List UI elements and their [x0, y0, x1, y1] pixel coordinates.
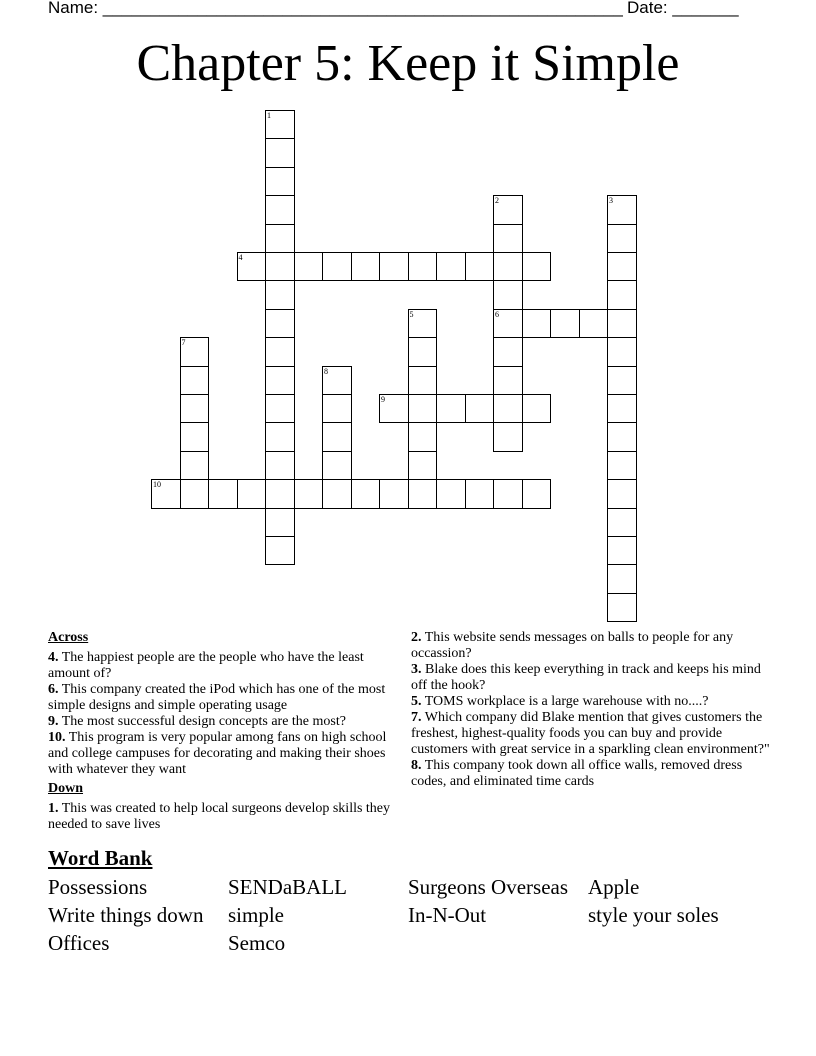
word-bank-item: style your soles	[588, 903, 719, 927]
word-bank-item: In-N-Out	[408, 903, 487, 927]
crossword-cell[interactable]	[408, 394, 438, 423]
crossword-cell[interactable]	[408, 479, 438, 508]
crossword-cell[interactable]	[408, 422, 438, 451]
word-bank-item: Surgeons Overseas	[408, 875, 569, 899]
cell-number: 6	[495, 309, 499, 319]
crossword-cell[interactable]	[493, 252, 523, 281]
clue-number: 10.	[48, 730, 66, 745]
crossword-cell[interactable]	[322, 366, 352, 395]
crossword-cell[interactable]	[522, 394, 552, 423]
crossword-cell[interactable]	[265, 252, 295, 281]
cell-number: 2	[495, 196, 499, 206]
page-title: Chapter 5: Keep it Simple	[136, 35, 680, 92]
clue-number: 1.	[48, 801, 59, 816]
crossword-cell[interactable]	[493, 337, 523, 366]
crossword-cell[interactable]	[493, 479, 523, 508]
crossword-cell[interactable]	[436, 479, 466, 508]
crossword-cell[interactable]	[180, 394, 210, 423]
crossword-cell[interactable]	[408, 451, 438, 480]
crossword-cell[interactable]	[265, 167, 295, 196]
crossword-cell[interactable]	[493, 280, 523, 309]
crossword-cell[interactable]	[322, 394, 352, 423]
cell-number: 5	[409, 309, 414, 319]
word-bank-item: Possessions	[48, 875, 148, 899]
crossword-cell[interactable]	[180, 479, 210, 508]
clue-down-2	[411, 630, 771, 662]
crossword-cell[interactable]	[151, 479, 181, 508]
crossword-cell[interactable]	[607, 366, 637, 395]
cell-number: 9	[381, 395, 385, 404]
clue-across-6	[48, 682, 398, 714]
crossword-cell[interactable]	[607, 337, 637, 366]
clue-text: This website sends messages on balls to people for any occassion?	[411, 630, 734, 661]
clue-number: 2.	[411, 630, 422, 645]
clues-right-column	[411, 630, 771, 790]
crossword-cell[interactable]	[265, 309, 295, 338]
clue-across-4	[48, 650, 398, 682]
crossword-cell[interactable]	[351, 252, 381, 281]
crossword-cell[interactable]	[522, 309, 552, 338]
cell-number: 3	[609, 196, 613, 206]
crossword-cell[interactable]	[436, 252, 466, 281]
crossword-cell[interactable]	[294, 479, 324, 508]
crossword-cell[interactable]	[265, 195, 295, 224]
crossword-cell[interactable]	[607, 280, 637, 309]
crossword-cell[interactable]	[180, 451, 210, 480]
crossword-cell[interactable]	[408, 252, 438, 281]
crossword-cell[interactable]	[379, 252, 409, 281]
clue-across-9	[48, 714, 398, 730]
crossword-cell[interactable]	[322, 479, 352, 508]
crossword-cell[interactable]	[265, 536, 295, 565]
clue-number: 7.	[411, 710, 422, 725]
crossword-cell[interactable]	[265, 224, 295, 253]
down-heading: Down	[48, 781, 84, 796]
cell-number: 8	[324, 366, 328, 376]
crossword-cell[interactable]	[208, 479, 238, 508]
clue-text: Which company did Blake mention that gives customers the freshest, highest-quality foods you can buy and provide customers with great service in a sparkling clean environment?"	[411, 710, 770, 757]
crossword-cell[interactable]	[607, 508, 637, 537]
crossword-cell[interactable]	[265, 337, 295, 366]
crossword-cell[interactable]	[493, 224, 523, 253]
crossword-cell[interactable]	[607, 422, 637, 451]
crossword-cell[interactable]	[265, 110, 295, 139]
crossword-cell[interactable]	[522, 479, 552, 508]
crossword-cell[interactable]	[237, 252, 267, 281]
clue-text: This company took down all office walls, removed dress codes, and eliminated time cards	[411, 758, 743, 789]
clue-across-10	[48, 730, 398, 778]
name-field-label: Name: _______________________________________________________	[48, 0, 623, 17]
crossword-cell[interactable]	[607, 195, 637, 224]
clue-number: 3.	[411, 662, 422, 677]
crossword-cell[interactable]	[465, 252, 495, 281]
crossword-cell[interactable]	[180, 422, 210, 451]
crossword-cell[interactable]	[522, 252, 552, 281]
clue-number: 8.	[411, 758, 422, 773]
clue-number: 4.	[48, 650, 59, 665]
crossword-cell[interactable]	[180, 366, 210, 395]
crossword-cell[interactable]	[379, 394, 409, 423]
word-bank-item: Offices	[48, 931, 110, 955]
crossword-cell[interactable]	[322, 451, 352, 480]
cell-number: 1	[267, 111, 271, 120]
clue-number: 5.	[411, 694, 422, 709]
clue-text: This was created to help local surgeons develop skills they needed to save lives	[48, 801, 391, 832]
clue-number: 6.	[48, 682, 59, 697]
crossword-cell[interactable]	[493, 195, 523, 224]
clue-text: The happiest people are the people who have the least amount of?	[48, 650, 364, 681]
clue-text: TOMS workplace is a large warehouse with no....?	[424, 694, 709, 709]
crossword-cell[interactable]	[607, 252, 637, 281]
clue-down-1	[48, 801, 398, 833]
cell-number: 7	[181, 338, 186, 348]
word-bank-item: simple	[228, 903, 284, 927]
cell-number: 10	[153, 480, 161, 490]
crossword-cell[interactable]	[607, 451, 637, 480]
clue-down-8	[411, 758, 771, 790]
clue-text: Blake does this keep everything in track and keeps his mind off the hook?	[411, 662, 761, 693]
across-heading: Across	[48, 630, 89, 645]
crossword-cell[interactable]	[265, 394, 295, 423]
crossword-cell[interactable]	[322, 422, 352, 451]
crossword-cell[interactable]	[265, 138, 295, 167]
crossword-cell[interactable]	[493, 422, 523, 451]
crossword-cell[interactable]	[607, 479, 637, 508]
crossword-cell[interactable]	[408, 366, 438, 395]
crossword-cell[interactable]	[379, 479, 409, 508]
crossword-cell[interactable]	[265, 479, 295, 508]
clue-text: This program is very popular among fans on high school and college campuses for decorating and making their shoes with whatever they want	[48, 730, 387, 777]
crossword-cell[interactable]	[607, 224, 637, 253]
crossword-cell[interactable]	[436, 394, 466, 423]
crossword-cell[interactable]	[265, 508, 295, 537]
word-bank-item: Semco	[228, 931, 286, 955]
clue-number: 9.	[48, 714, 59, 729]
crossword-cell[interactable]	[265, 422, 295, 451]
word-bank-title: Word Bank	[48, 846, 153, 870]
crossword-cell[interactable]	[408, 309, 438, 338]
crossword-cell[interactable]	[579, 309, 609, 338]
date-field-label: Date: _______	[627, 0, 739, 17]
crossword-cell[interactable]	[265, 280, 295, 309]
clues-left-column	[48, 630, 398, 833]
crossword-cell[interactable]	[607, 593, 637, 622]
cell-number: 4	[238, 253, 243, 262]
word-bank-item: Write things down	[48, 903, 204, 927]
crossword-cell[interactable]	[607, 536, 637, 565]
crossword-cell[interactable]	[493, 366, 523, 395]
crossword-cell[interactable]	[465, 479, 495, 508]
clue-down-7	[411, 710, 771, 758]
crossword-cell[interactable]	[607, 309, 637, 338]
crossword-cell[interactable]	[265, 366, 295, 395]
crossword-cell[interactable]	[607, 394, 637, 423]
crossword-cell[interactable]	[493, 394, 523, 423]
crossword-cell[interactable]	[180, 337, 210, 366]
crossword-cell[interactable]	[294, 252, 324, 281]
crossword-cell[interactable]	[607, 564, 637, 593]
crossword-cell[interactable]	[237, 479, 267, 508]
word-bank-item: Apple	[588, 875, 640, 899]
crossword-cell[interactable]	[493, 309, 523, 338]
crossword-cell[interactable]	[550, 309, 580, 338]
clue-text: The most successful design concepts are the most?	[61, 714, 346, 729]
clue-down-3	[411, 662, 771, 694]
clue-down-5	[411, 694, 771, 710]
crossword-cell[interactable]	[465, 394, 495, 423]
crossword-cell[interactable]	[408, 337, 438, 366]
clue-text: This company created the iPod which has one of the most simple designs and simple operating usage	[48, 682, 386, 713]
crossword-cell[interactable]	[322, 252, 352, 281]
crossword-cell[interactable]	[265, 451, 295, 480]
crossword-cell[interactable]	[351, 479, 381, 508]
word-bank-item: SENDaBALL	[228, 875, 347, 899]
